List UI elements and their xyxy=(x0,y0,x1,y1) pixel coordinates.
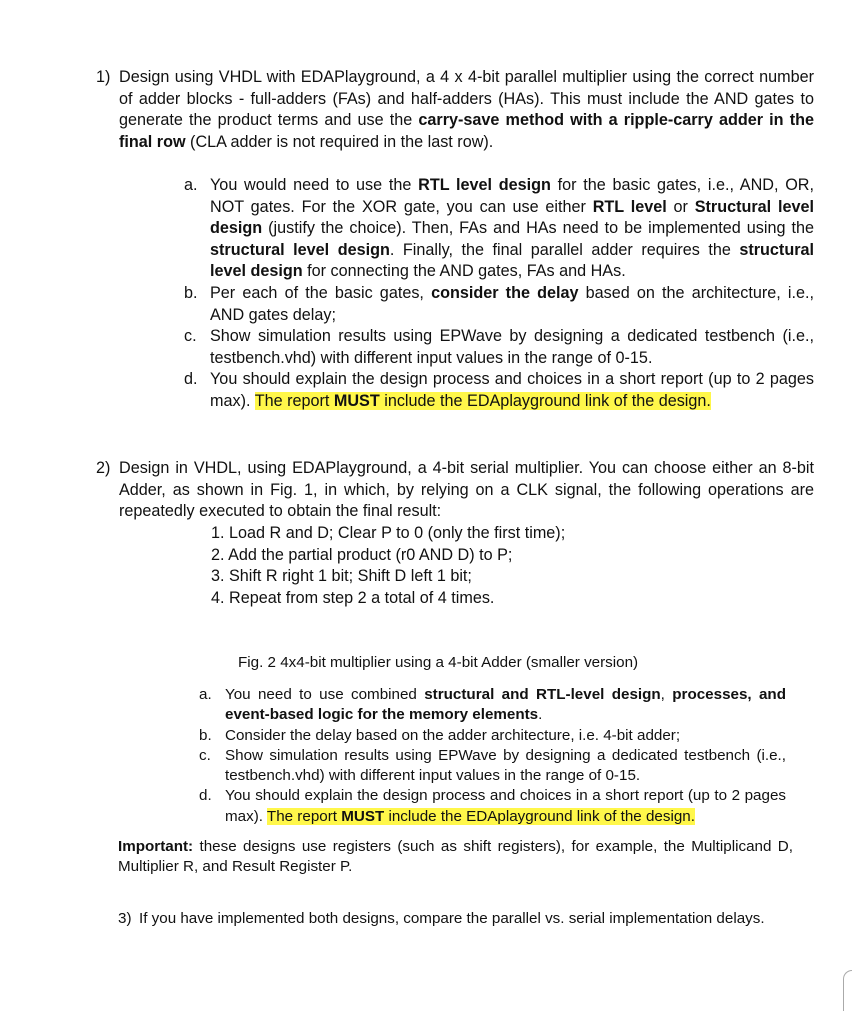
step-item: 4. Repeat from step 2 a total of 4 times. xyxy=(211,588,495,607)
text-run: based on the architecture, i.e., AND gates delay; xyxy=(210,283,815,324)
highlighted-text: MUST xyxy=(341,807,385,825)
question-2 xyxy=(96,458,814,523)
question-1-intro xyxy=(96,67,814,153)
page-corner-mark xyxy=(843,970,852,1011)
question-2-intro xyxy=(96,458,814,523)
bold-text: Important: xyxy=(118,838,194,855)
list-marker: a. xyxy=(184,176,198,194)
text-run: You need to use combined xyxy=(225,686,425,703)
list-item xyxy=(199,726,786,746)
bold-text: carry-save method with a ripple-carry adder in the final row xyxy=(119,111,814,151)
list-item xyxy=(199,746,786,787)
step-item: 2. Add the partial product (r0 AND D) to P; xyxy=(211,545,513,564)
text-run: or xyxy=(666,197,695,216)
bold-text: RTL level xyxy=(592,197,667,216)
question-1 xyxy=(96,67,814,153)
text-run: Design in VHDL, using EDAPlayground, a 4-bit serial multiplier. You can choose either an 8-bit Adder, as shown in Fig. 1, in which, by relying on a CLK signal, the following operations are repeatedly executed to obtain the final result: xyxy=(119,459,814,521)
list-marker: d. xyxy=(184,370,198,389)
text-run: Per each of the basic gates, xyxy=(210,283,432,302)
list-item-text xyxy=(225,685,786,726)
text-run: Show simulation results using EPWave by designing a dedicated testbench (i.e., testbench.vhd) with different input values in the range of 0-15. xyxy=(210,327,814,367)
question-number: 1) xyxy=(96,68,111,86)
steps-list xyxy=(211,523,811,609)
list-marker: c. xyxy=(184,327,197,346)
question-number: 2) xyxy=(96,459,111,477)
list-item xyxy=(184,326,814,369)
text-run: (CLA adder is not required in the last row). xyxy=(185,132,494,151)
text-run: for connecting the AND gates, FAs and HAs. xyxy=(302,262,626,281)
text-run: . Finally, the final parallel adder requires the xyxy=(389,240,740,259)
list-item-text xyxy=(225,726,786,746)
text-run: If you have implemented both designs, compare the parallel vs. serial implementation delays. xyxy=(139,910,765,927)
list-item-text xyxy=(210,326,814,369)
highlighted-text: The report xyxy=(266,807,342,825)
list-item-text xyxy=(225,746,786,787)
list-marker: b. xyxy=(184,283,198,302)
question-number: 3) xyxy=(118,910,132,927)
text-run: You should explain the design process and choices in a short report (up to 2 pages max). xyxy=(225,787,786,825)
bold-text: Structural level design xyxy=(210,197,814,238)
question-3 xyxy=(118,909,785,929)
list-marker: c. xyxy=(199,746,211,764)
list-item-text xyxy=(225,786,786,827)
bold-text: structural level design xyxy=(210,240,390,259)
bold-text: structural and RTL-level design xyxy=(424,686,661,703)
list-item xyxy=(184,283,814,326)
text-run: (justify the choice). Then, FAs and HAs need to be implemented using the xyxy=(262,219,814,238)
highlighted-text: include the EDAplayground link of the design. xyxy=(379,391,711,410)
list-item-text xyxy=(210,283,814,326)
important-note xyxy=(118,837,793,878)
text-run: for the basic gates, i.e., AND, OR, NOT gates. For the XOR gate, you can use either xyxy=(210,176,814,216)
bold-text: structural level design xyxy=(210,240,815,281)
highlighted-text: The report xyxy=(254,391,334,410)
text-run: . xyxy=(538,706,543,724)
text-run: Design using VHDL with EDAPlayground, a 4 x 4-bit parallel multiplier using the correct number of adder blocks - full-adders (FAs) and half-adders (HAs). This must include the AND gates to generate the product terms and use the xyxy=(119,68,814,130)
important-note-text xyxy=(118,837,793,878)
list-item-text xyxy=(210,369,814,412)
text-run: Show simulation results using EPWave by designing a dedicated testbench (i.e., testbench.vhd) with different input values in the range of 0-15. xyxy=(225,746,786,785)
highlighted-text: MUST xyxy=(333,391,380,410)
question-1-text xyxy=(119,67,814,153)
text-run: , xyxy=(660,686,673,703)
step-item: 3. Shift R right 1 bit; Shift D left 1 bit; xyxy=(211,567,472,586)
list-item xyxy=(199,786,786,827)
bold-text: processes, and event-based logic for the memory elements xyxy=(225,686,786,724)
figure-caption: Fig. 2 4x4-bit multiplier using a 4-bit Adder (smaller version) xyxy=(238,654,639,671)
text-run: You should explain the design process and choices in a short report (up to 2 pages max). xyxy=(210,370,814,410)
bold-text: RTL level design xyxy=(418,176,551,194)
question-3-text xyxy=(139,909,785,929)
question-2-text xyxy=(119,458,814,523)
highlighted-text: include the EDAplayground link of the design. xyxy=(384,807,695,825)
list-item-text xyxy=(210,175,814,283)
text-run: these designs use registers (such as shift registers), for example, the Multiplicand D, Multiplier R, and Result Register P. xyxy=(118,838,793,876)
list-marker: b. xyxy=(199,726,212,744)
list-marker: d. xyxy=(199,787,212,805)
text-run: Consider the delay based on the adder architecture, i.e. 4-bit adder; xyxy=(225,726,681,744)
question-3-intro xyxy=(118,909,785,929)
question-1-subitems xyxy=(184,175,814,413)
list-item xyxy=(199,685,786,726)
list-item xyxy=(184,369,814,412)
bold-text: consider the delay xyxy=(431,283,579,302)
list-item xyxy=(184,175,814,283)
list-marker: a. xyxy=(199,686,212,703)
text-run: You would need to use the xyxy=(210,176,419,194)
step-item: 1. Load R and D; Clear P to 0 (only the first time); xyxy=(211,524,566,542)
question-2-subitems xyxy=(199,685,786,827)
